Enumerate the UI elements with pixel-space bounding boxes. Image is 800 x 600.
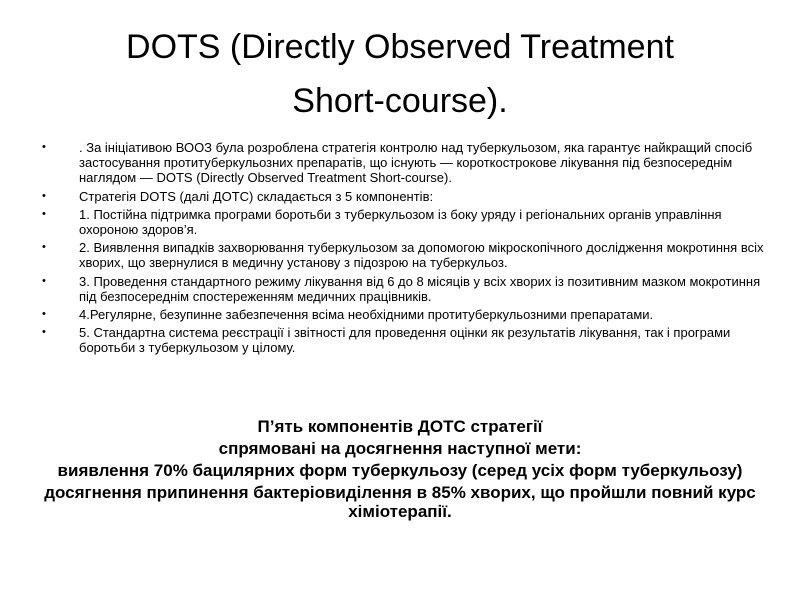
bullet-icon: • bbox=[42, 308, 46, 321]
summary-goal-cure: досягнення припинення бактеріовиділення в 85% хворих, що пройшли повний курс хіміотерапії. bbox=[44, 483, 756, 521]
bullet-text: 2. Виявлення випадків захворювання туберкульозом за допомогою мікроскопічного дослідження мокротиння всіх хворих, що звернулися в медичну установу з підозрою на туберкульоз. bbox=[79, 240, 764, 271]
summary-goal-detection: виявлення 70% бацилярних форм туберкульозу (серед усіх форм туберкульозу) bbox=[57, 461, 743, 480]
bullet-item-component-1 bbox=[42, 207, 767, 237]
bullet-icon: • bbox=[42, 241, 46, 254]
title-line-2: Short-course). bbox=[292, 82, 508, 120]
slide-title bbox=[30, 20, 770, 128]
bullet-text: 5. Стандартна система реєстрації і звітності для проведення оцінки як результатів лікування, так і програми боротьби з туберкульозом у цілому. bbox=[79, 325, 731, 356]
bullet-item-component-3 bbox=[42, 274, 767, 304]
bullet-list bbox=[42, 140, 767, 359]
bullet-item-component-4 bbox=[42, 307, 767, 322]
bullet-icon: • bbox=[42, 189, 46, 202]
bullet-text: . За ініціативою ВООЗ була розроблена стратегія контролю над туберкульозом, яка гарантує найкращий спосіб застосування протитуберкульозних препаратів, що існують — короткострокове лікування під безпосереднім наглядом — DOTS (Directly Observed Treatment Short-course). bbox=[79, 140, 753, 186]
bullet-text: 1. Постійна підтримка програми боротьби з туберкульозом із боку уряду і регіональних органів управління охороною здоров’я. bbox=[79, 206, 722, 238]
bullet-text: 3. Проведення стандартного режиму лікування від 6 до 8 місяців у всіх хворих із позитивним мазком мокротиння під безпосереднім спостереженням медичних працівників. bbox=[79, 273, 761, 304]
bullet-item-component-5 bbox=[42, 325, 767, 355]
title-line-1: DOTS (Directly Observed Treatment bbox=[126, 28, 674, 66]
bullet-text: 4.Регулярне, безупинне забезпечення всіма необхідними протитуберкульозними препаратами. bbox=[79, 307, 654, 323]
summary-block bbox=[40, 417, 760, 524]
bullet-icon: • bbox=[42, 207, 46, 220]
bullet-item-intro bbox=[42, 140, 767, 186]
bullet-icon: • bbox=[42, 274, 46, 287]
bullet-item-components bbox=[42, 189, 767, 204]
bullet-icon: • bbox=[42, 141, 46, 153]
bullet-text: Стратегія DOTS (далі ДОТС) складається з 5 компонентів: bbox=[79, 188, 434, 204]
bullet-item-component-2 bbox=[42, 240, 767, 270]
bullet-icon: • bbox=[42, 326, 46, 339]
summary-subheading: спрямовані на досягнення наступної мети: bbox=[218, 439, 582, 458]
summary-heading: П’ять компонентів ДОТС стратегії bbox=[257, 417, 543, 436]
